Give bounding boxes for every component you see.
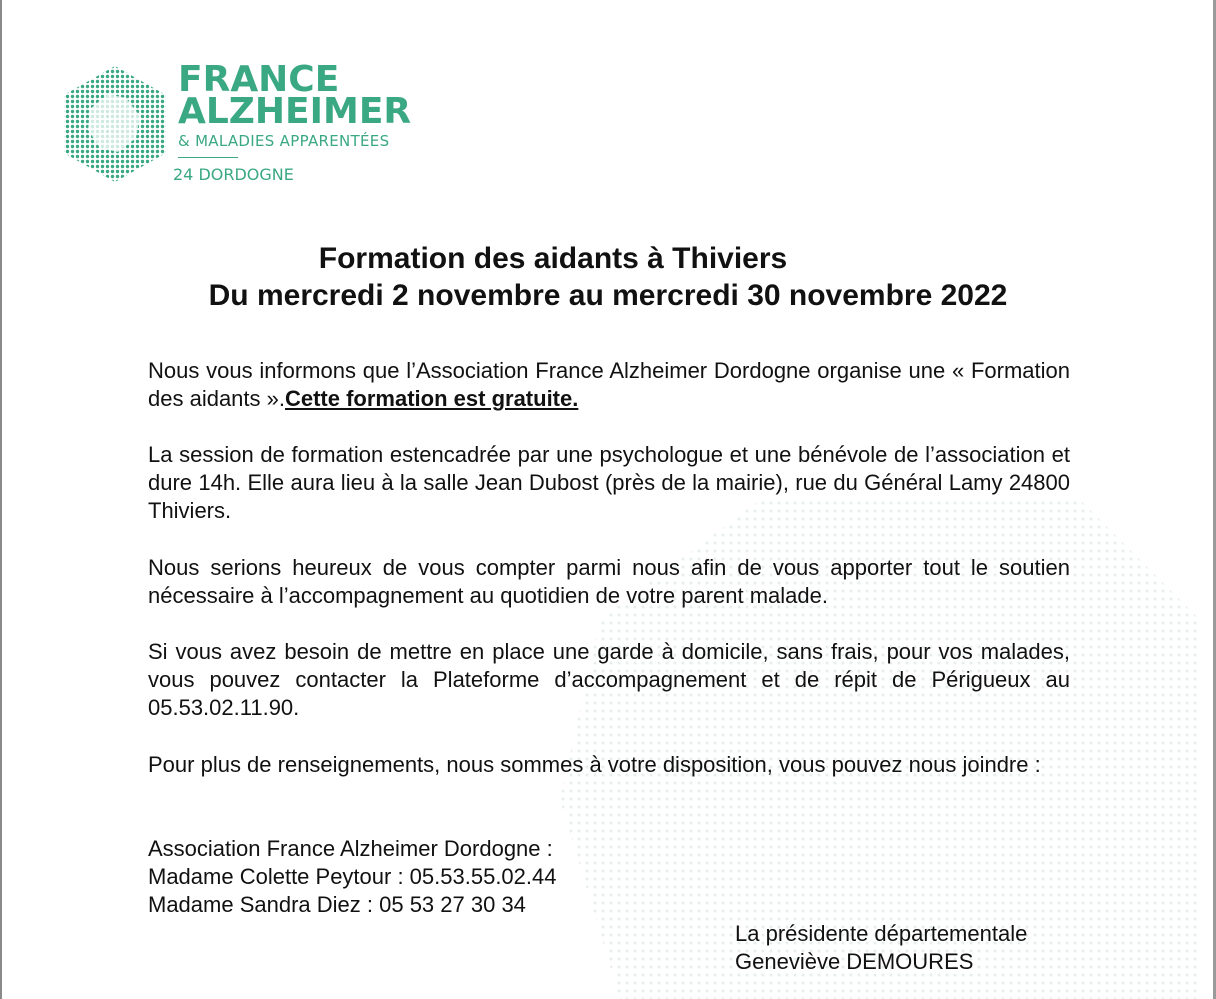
- signature-block: [735, 920, 1027, 976]
- paragraph-welcome: Nous serions heureux de vous compter parmi nous afin de vous apporter tout le soutien nécessaire à l’accompagnement au quotidien de votre parent malade.: [148, 555, 1070, 608]
- paragraph-contact-intro: Pour plus de renseignements, nous sommes à votre disposition, vous pouvez nous joindre :: [148, 752, 1041, 777]
- contact-line-2: Madame Sandra Diez : 05 53 27 30 34: [148, 892, 526, 917]
- free-training-emphasis: Cette formation est gratuite.: [284, 386, 579, 411]
- signature-name: Geneviève DEMOURES: [735, 949, 974, 974]
- logo-department-text: 24 DORDOGNE: [173, 165, 294, 184]
- logo-subtitle-text: & MALADIES APPARENTÉES: [178, 132, 390, 150]
- logo-france-text: FRANCE: [178, 59, 340, 100]
- contact-block: [148, 835, 556, 919]
- paragraph-intro-text: Nous vous informons que l’Association France Alzheimer Dordogne organise une « Formation des aidants ».: [148, 358, 1070, 411]
- contact-association: Association France Alzheimer Dordogne :: [148, 836, 553, 861]
- page-title: [0, 240, 1216, 314]
- title-line-2: Du mercredi 2 novembre au mercredi 30 novembre 2022: [208, 279, 1008, 312]
- logo-divider: [178, 157, 238, 158]
- logo-alzheimer-text: ALZHEIMER: [178, 91, 412, 132]
- paragraph-session: La session de formation estencadrée par une psychologue et une bénévole de l’association et dure 14h. Elle aura lieu à la salle Jean Dubost (près de la mairie), rue du Général Lamy 24800 Thiviers.: [148, 442, 1070, 523]
- contact-line-1: Madame Colette Peytour : 05.53.55.02.44: [148, 864, 557, 889]
- paragraph-home-care: Si vous avez besoin de mettre en place une garde à domicile, sans frais, pour vos malades, vous pouvez contacter la Plateforme d’accompagnement et de répit de Périgueux au 05.53.02.11.90.: [148, 639, 1070, 720]
- hexagon-logo-icon: [60, 64, 170, 184]
- title-line-1: Formation des aidants à Thiviers: [318, 242, 788, 275]
- page-edge-left: [0, 0, 2, 999]
- logo: [60, 60, 430, 190]
- paragraph-intro: [148, 357, 1070, 413]
- signature-role: La présidente départementale: [735, 921, 1028, 946]
